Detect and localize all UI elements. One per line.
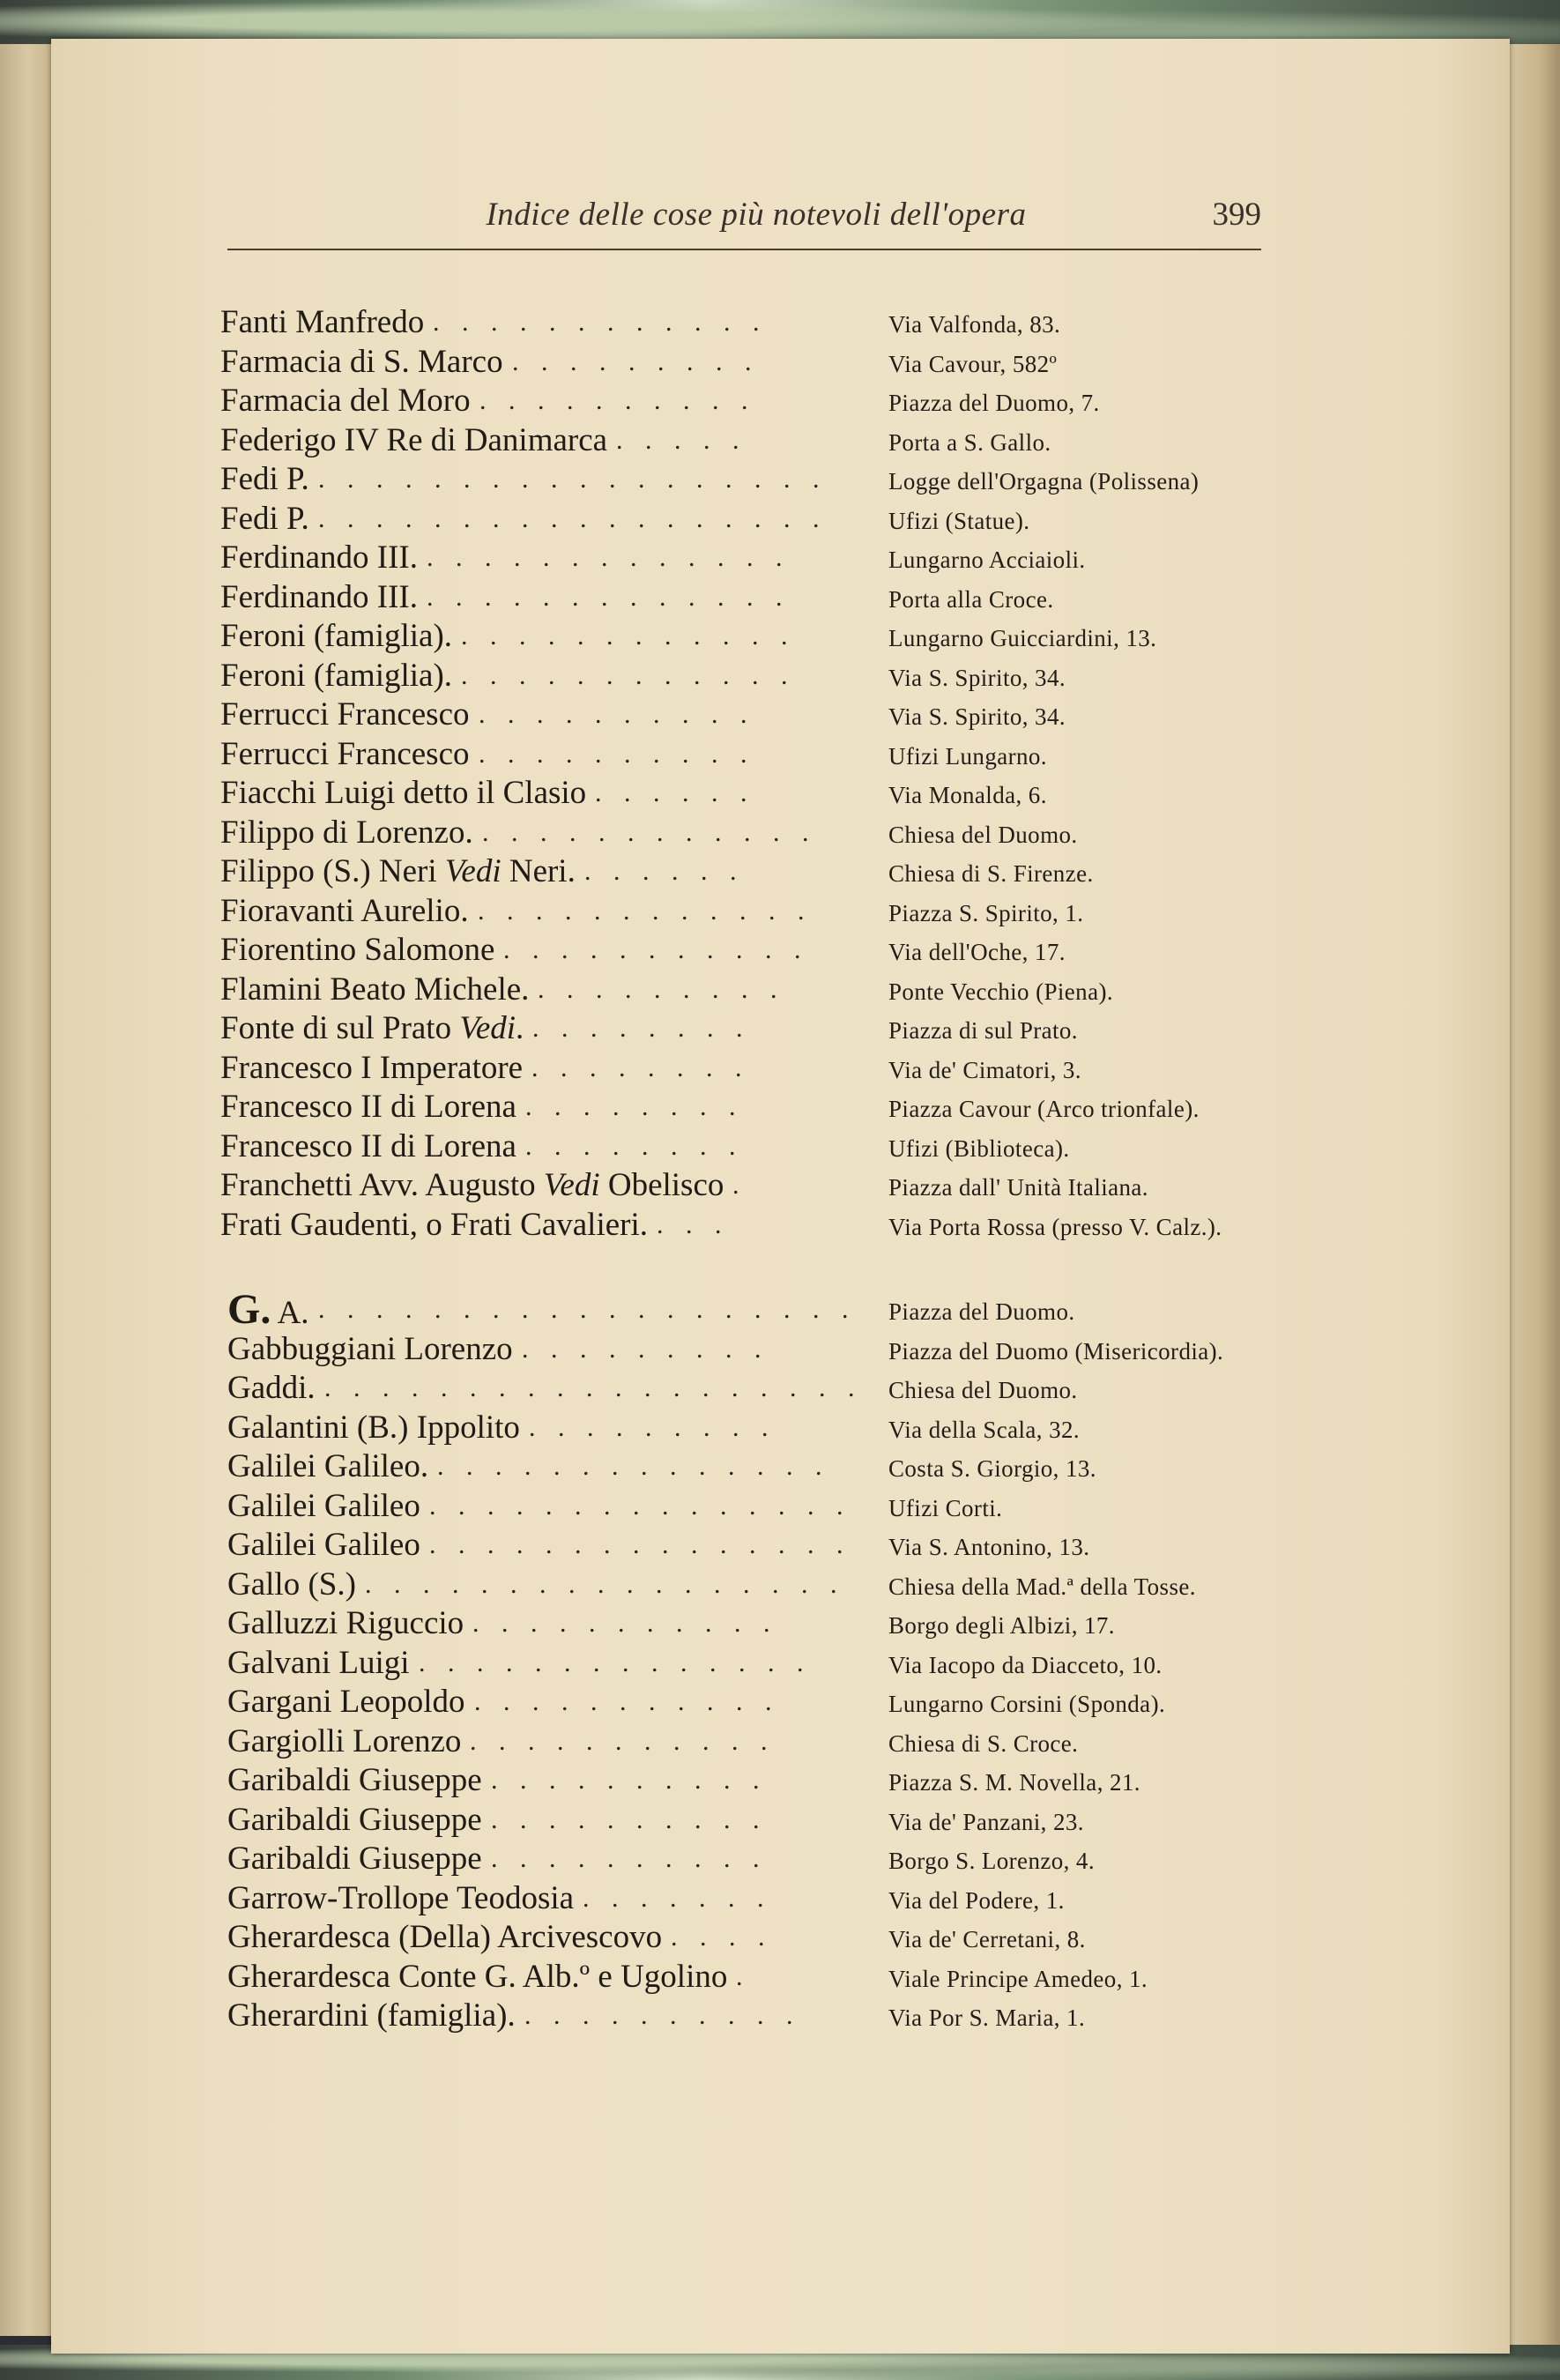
index-entry [51, 1009, 1560, 1048]
entry-location: Logge dell'Orgagna (Polissena) [888, 468, 1200, 495]
entry-location: Piazza Cavour (Arco trionfale). [888, 1096, 1200, 1122]
index-entry [51, 1604, 1560, 1643]
entry-location: Via del Podere, 1. [888, 1886, 1065, 1914]
leader-dots: . . . . . . . . . . [491, 1804, 768, 1834]
entry-name-text: Gargiolli Lorenzo [227, 1722, 462, 1759]
section-letter: G. [227, 1286, 271, 1333]
entry-location: Lungarno Acciaioli. [888, 547, 1086, 573]
entry-name-text: Franchetti Avv. Augusto [220, 1167, 536, 1203]
entry-name [227, 1801, 482, 1840]
leader-dots: . . . . . . . . . . [524, 2001, 801, 2030]
index-entry [51, 657, 1560, 695]
entry-name [227, 1918, 662, 1957]
entry-location: Borgo S. Lorenzo, 4. [888, 1848, 1095, 1874]
entry-location: Chiesa del Duomo. [888, 1377, 1078, 1403]
entry-name [227, 1683, 465, 1722]
leader-dots: . . . . . . . . . . . . . . . . . [365, 1569, 845, 1599]
entry-name-text: Fioravanti Aurelio. [220, 892, 469, 929]
entry-name [220, 382, 471, 420]
entry-name-vedi: Vedi [543, 1167, 600, 1203]
entry-location: Piazza del Duomo (Misericordia). [888, 1337, 1224, 1365]
leader-dots: . . . . . . . . [531, 1052, 750, 1082]
leader-dots: . . . . . . . . [532, 1014, 751, 1043]
index-entry [51, 500, 1560, 539]
entry-location: Ufizi (Statue). [888, 507, 1030, 534]
entry-name-text: Farmacia del Moro [220, 383, 471, 419]
index-entry [51, 774, 1560, 813]
entry-name-text: Fiacchi Luigi detto il Clasio [220, 775, 587, 811]
leader-dots: . . . . . . . . . [522, 1334, 769, 1364]
entry-name-text: Fedi P. [220, 500, 309, 537]
entry-name [220, 1166, 724, 1205]
leader-dots: . . . . . . . . [525, 1131, 744, 1161]
entry-name-text: Galvani Luigi [227, 1644, 410, 1681]
entry-name [220, 578, 418, 617]
index-entry [51, 578, 1560, 617]
index-entry [51, 1801, 1560, 1840]
index-entry [51, 1840, 1560, 1878]
entry-name-text: Gaddi. [227, 1370, 316, 1406]
leader-dots: . . . . . . [595, 778, 755, 807]
entry-location: Via Cavour, 582º [888, 350, 1058, 377]
entry-name [220, 657, 452, 695]
leader-dots: . . . . . . . . . . . . . [427, 543, 791, 572]
entry-name [227, 1879, 574, 1918]
entry-name-text: Frati Gaudenti, o Frati Cavalieri. [220, 1206, 648, 1243]
index-entry [51, 1566, 1560, 1604]
entry-location: Via Monalda, 6. [888, 782, 1047, 808]
entry-name-text: Ferrucci Francesco [220, 696, 470, 733]
index-entry [51, 814, 1560, 852]
entry-location: Via S. Spirito, 34. [888, 703, 1066, 730]
entry-name-text: Ferrucci Francesco [220, 735, 470, 772]
entry-location: Chiesa del Duomo. [888, 821, 1078, 848]
leader-dots: . . . . . . . . . [538, 974, 785, 1004]
entry-name-text: Ferdinando III. [220, 539, 418, 576]
leader-dots: . . . . . . . [583, 1883, 772, 1913]
entry-name-text: Garibaldi Giuseppe [227, 1801, 482, 1838]
entry-name-text: Ferdinando III. [220, 578, 418, 615]
entry-name [227, 1644, 410, 1683]
index-entry [51, 1722, 1560, 1761]
leader-dots: . . . . . . . . . . . . . . . . . . . [318, 1295, 857, 1324]
entry-name [227, 1840, 482, 1878]
entry-name-text: Francesco II di Lorena [220, 1089, 516, 1125]
leader-dots: . . . . . . . . . [529, 1412, 776, 1442]
entry-name [227, 1566, 356, 1604]
index-entry [51, 343, 1560, 382]
leader-dots: . . . . . . . . . . . . . . [437, 1452, 830, 1481]
entry-location: Chiesa di S. Croce. [888, 1729, 1079, 1757]
entry-name-text: Farmacia di S. Marco [220, 343, 503, 380]
entry-name-text: Garibaldi Giuseppe [227, 1762, 482, 1798]
entry-name [220, 735, 470, 774]
entry-name [220, 814, 473, 852]
index-entry [51, 1918, 1560, 1957]
entry-location: Ponte Vecchio (Piena). [888, 978, 1113, 1005]
entry-location: Via Por S. Maria, 1. [888, 2004, 1086, 2031]
index-entry [51, 382, 1560, 420]
entry-name [220, 539, 418, 577]
entry-name-text: Francesco II di Lorena [220, 1127, 516, 1164]
index-entry [51, 539, 1560, 577]
entry-name [220, 774, 586, 813]
entry-location: Via Porta Rossa (presso V. Calz.). [888, 1213, 1222, 1240]
entry-location: Via S. Antonino, 13. [888, 1534, 1090, 1560]
leader-dots: . . . . [671, 1923, 773, 1952]
entry-location: Borgo degli Albizi, 17. [888, 1612, 1115, 1639]
entry-location: Via della Scala, 32. [888, 1416, 1081, 1443]
entry-location: Piazza dall' Unità Italiana. [888, 1174, 1148, 1201]
index-entry [51, 1683, 1560, 1722]
leader-dots: . . . . . . . . . . . . . [427, 582, 791, 612]
entry-location: Via de' Cimatori, 3. [888, 1056, 1081, 1083]
leader-dots: . . . . . . . . . . . . . . [419, 1647, 812, 1677]
index-entry [51, 1330, 1560, 1369]
leader-dots: . . . . . . . . . . . . [478, 896, 813, 926]
entry-name-text: Filippo (S.) Neri [220, 853, 437, 889]
leader-dots: . . . . . . . . . . . [474, 1687, 780, 1716]
entry-name [227, 1958, 727, 1997]
entry-location: Via Valfonda, 83. [888, 311, 1061, 338]
leader-dots: . . . . . . . . . . . . [461, 660, 796, 690]
index-entry [51, 460, 1560, 499]
entry-location: Lungarno Corsini (Sponda). [888, 1691, 1166, 1717]
entry-name-vedi: Vedi [444, 853, 501, 889]
book-page [51, 39, 1510, 2354]
entry-name [220, 1088, 516, 1127]
index-entry [51, 1049, 1560, 1088]
entry-name [220, 971, 529, 1009]
leader-dots: . . . . . . . . . . . . [482, 817, 817, 847]
entry-name [227, 1447, 428, 1486]
index-entry [51, 735, 1560, 774]
entry-name [220, 500, 309, 539]
index-entry [51, 1958, 1560, 1997]
leader-dots: . . . . . . . . . . . . . . . [429, 1530, 851, 1559]
entry-name-text: Galilei Galileo [227, 1527, 420, 1563]
entry-name [220, 931, 494, 970]
entry-name-text: Federigo IV Re di Danimarca [220, 421, 608, 458]
entry-name [227, 1722, 461, 1761]
entry-location: Lungarno Guicciardini, 13. [888, 625, 1157, 651]
entry-name-text: Garrow-Trollope Teodosia [227, 1879, 575, 1916]
leader-dots: . . . . . . . . . . . . . . . [429, 1491, 851, 1521]
index-entry [51, 1369, 1560, 1408]
index-entry [51, 971, 1560, 1009]
entry-location: Porta a S. Gallo. [888, 428, 1051, 456]
entry-name [220, 852, 576, 891]
entry-location: Via de' Cerretani, 8. [888, 1926, 1086, 1952]
entry-location: Ufizi (Biblioteca). [888, 1134, 1070, 1162]
entry-location: Piazza del Duomo. [888, 1298, 1075, 1325]
leader-dots: . . . . . . . . . . [479, 700, 755, 729]
entry-name [220, 421, 607, 460]
leader-dots: . . . . . . . . . . . . . . . . . . [318, 503, 828, 533]
index-entry [51, 421, 1560, 460]
entry-name [220, 1127, 516, 1166]
entry-location: Chiesa della Mad.ª della Tosse. [888, 1573, 1196, 1600]
entry-name-text: Gabbuggiani Lorenzo [227, 1330, 513, 1367]
entry-name-text: Galilei Galileo [227, 1487, 420, 1524]
entry-name-vedi: Vedi [459, 1010, 516, 1046]
index-entry [51, 1644, 1560, 1683]
leader-dots: . . . . . . . . . . [491, 1766, 768, 1795]
index-entry [51, 1206, 1560, 1245]
entry-name [220, 1206, 648, 1245]
entry-name-text: Gargani Leopoldo [227, 1684, 465, 1720]
leader-dots: . . . . . . . . . [512, 346, 760, 376]
entry-name-text: Flamini Beato Michele. [220, 971, 530, 1008]
entry-name-text: Galilei Galileo. [227, 1448, 429, 1484]
leader-dots: . [732, 1171, 747, 1200]
index-entry [51, 617, 1560, 656]
index-entry [51, 931, 1560, 970]
entry-name [220, 695, 470, 734]
leader-dots: . . . . . . [584, 857, 745, 886]
leader-dots: . . . . . . . . . . . . . . . . . . [318, 465, 828, 494]
entry-name-text: A. [277, 1295, 309, 1331]
entry-name-text: Galantini (B.) Ippolito [227, 1409, 520, 1446]
leader-dots: . . . . . [616, 425, 747, 455]
index-entry [51, 1166, 1560, 1205]
entry-name [220, 1009, 524, 1048]
entry-name [227, 1369, 316, 1408]
index-entry [51, 303, 1560, 342]
index-entry [51, 892, 1560, 931]
entry-name-text: Galluzzi Riguccio [227, 1605, 464, 1641]
index-entry [51, 1526, 1560, 1565]
facing-page-edge [0, 44, 51, 2336]
index-entry [51, 1286, 1560, 1333]
page-header [227, 196, 1261, 250]
index-entry [51, 852, 1560, 891]
entry-name-text: Gherardini (famiglia). [227, 1997, 516, 2034]
entry-location: Via dell'Oche, 17. [888, 939, 1066, 965]
leader-dots: . . . . . . . . [525, 1092, 744, 1121]
index-entry [51, 1487, 1560, 1526]
entry-name-text: Filippo di Lorenzo. [220, 814, 473, 851]
entry-location: Viale Principe Amedeo, 1. [888, 1965, 1148, 1992]
index-entry [51, 1879, 1560, 1918]
entry-name [227, 1761, 482, 1800]
index-entry [51, 1409, 1560, 1447]
leader-dots: . . . . . . . . . . . [470, 1726, 776, 1756]
entry-location: Via Iacopo da Diacceto, 10. [888, 1651, 1163, 1678]
entry-name-text: Fonte di sul Prato [220, 1010, 452, 1046]
leader-dots: . . . . . . . . . . . [503, 935, 809, 964]
entry-location: Piazza S. Spirito, 1. [888, 899, 1084, 926]
entry-name [227, 1409, 520, 1447]
entry-name [227, 1997, 516, 2035]
entry-name [220, 460, 309, 499]
leader-dots: . . . . . . . . . . [491, 1844, 768, 1873]
entry-name-text: Fanti Manfredo [220, 304, 425, 340]
entry-location: Piazza S. M. Novella, 21. [888, 1769, 1140, 1796]
entry-name-reference: Neri. [509, 853, 576, 889]
entry-name-text: Fedi P. [220, 461, 309, 497]
entry-name [227, 1526, 420, 1565]
entry-name [227, 1330, 513, 1369]
entry-location: Ufizi Corti. [888, 1494, 1003, 1521]
entry-name-text: Feroni (famiglia). [220, 657, 453, 694]
entry-name [227, 1604, 464, 1643]
leader-dots: . . . . . . . . . . . [472, 1609, 778, 1638]
index-entry [51, 1127, 1560, 1166]
leader-dots: . . . . . . . . . . [479, 386, 756, 415]
entry-name-text: Fiorentino Salomone [220, 932, 495, 968]
index-entry [51, 1997, 1560, 2035]
entry-name-text: Feroni (famiglia). [220, 618, 453, 654]
entry-name [220, 343, 503, 382]
leader-dots: . . . . . . . . . . [479, 739, 755, 769]
entry-name [220, 303, 424, 342]
leader-dots: . . . . . . . . . . . . [461, 621, 796, 651]
index-entry [51, 1761, 1560, 1800]
entry-name [227, 1286, 309, 1333]
entry-name-reference: Obelisco [607, 1167, 724, 1203]
index-entry [51, 1447, 1560, 1486]
entry-name-text: Gallo (S.) [227, 1566, 356, 1603]
entry-name-text: Garibaldi Giuseppe [227, 1841, 482, 1877]
entry-name-text: Gherardesca (Della) Arcivescovo [227, 1919, 663, 1955]
running-title: Indice delle cose più notevoli dell'opera [486, 197, 1027, 233]
index-entry [51, 695, 1560, 734]
page-number: 399 [1212, 197, 1261, 233]
entry-location: Ufizi Lungarno. [888, 742, 1047, 770]
leader-dots: . . . . . . . . . . . . . . . . . . . [324, 1373, 863, 1402]
entry-name [227, 1487, 420, 1526]
leader-dots: . . . . . . . . . . . . [433, 308, 768, 337]
entry-location: Via S. Spirito, 34. [888, 664, 1066, 691]
entry-location: Costa S. Giorgio, 13. [888, 1455, 1096, 1482]
entry-name [220, 1049, 523, 1088]
entry-name-text: Francesco I Imperatore [220, 1049, 524, 1086]
index-entry [51, 1088, 1560, 1127]
entry-name-reference: . [516, 1010, 524, 1046]
entry-name [220, 617, 452, 656]
leader-dots: . . . [657, 1209, 730, 1239]
entry-location: Porta alla Croce. [888, 585, 1054, 613]
entry-location: Via de' Panzani, 23. [888, 1808, 1084, 1835]
entry-name-text: Gherardesca Conte G. Alb.º e Ugolino [227, 1958, 728, 1995]
entry-name [220, 892, 469, 931]
entry-location: Piazza del Duomo, 7. [888, 390, 1100, 416]
entry-location: Piazza di sul Prato. [888, 1017, 1078, 1044]
leader-dots: . [736, 1961, 751, 1991]
entry-location: Chiesa di S. Firenze. [888, 860, 1094, 887]
